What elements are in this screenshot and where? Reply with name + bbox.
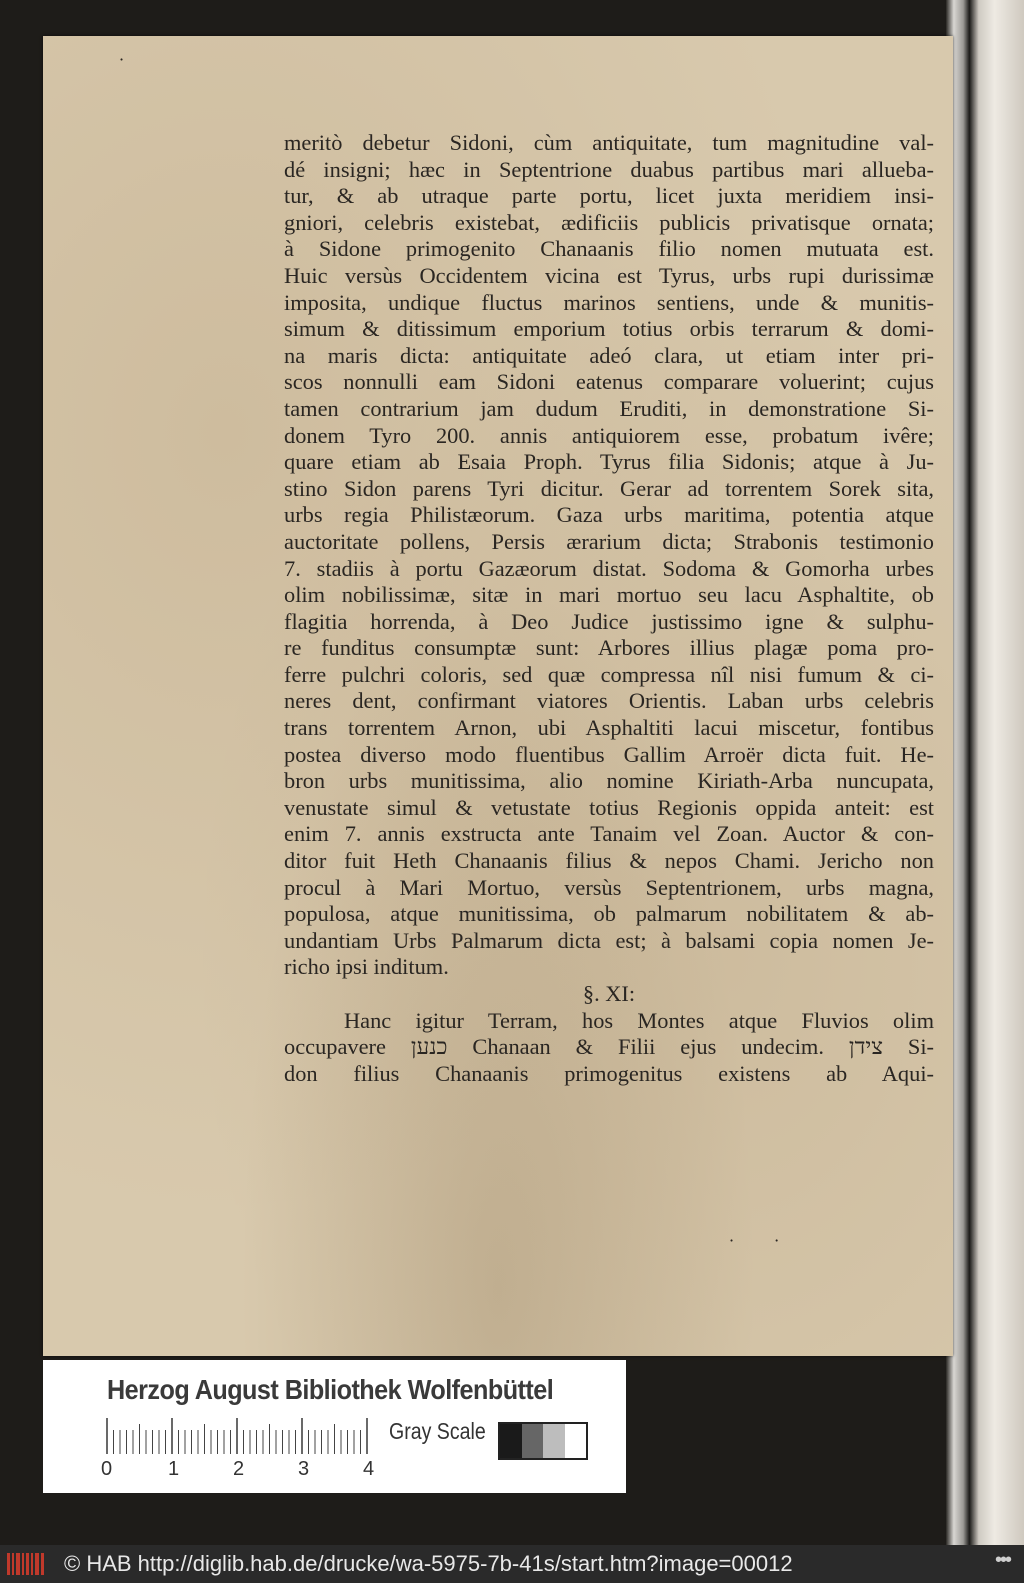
text-line: undantiam Urbs Palmarum dicta est; à balsami copia nomen Je- (284, 927, 934, 953)
ruler-number: 0 (101, 1458, 113, 1480)
text-line: ditor fuit Heth Chanaanis filius & nepos Chami. Jericho non (284, 848, 934, 874)
text-line: populosa, atque munitissima, ob palmarum nobilitatem & ab- (284, 901, 934, 927)
ruler-number: 2 (233, 1458, 245, 1480)
page-specks: ·· (729, 1231, 820, 1250)
ruler-number: 3 (298, 1458, 310, 1480)
text-line: olim nobilissimæ, sitæ in mari mortuo seu lacu Asphaltite, ob (284, 582, 934, 608)
text-line: à Sidone primogenito Chanaanis filio nomen mutuata est. (284, 236, 934, 262)
more-icon[interactable]: ••• (994, 1549, 1010, 1571)
text-line: gniori, celebris existebat, ædificiis publicis privatisque ornata; (284, 209, 934, 235)
barcode-icon (6, 1551, 46, 1577)
text-line: tur, & ab utraque parte portu, licet juxta meridiem insi- (284, 183, 934, 209)
book-gutter (946, 0, 1024, 1545)
text-line: flagitia horrenda, à Deo Judice justissimo igne & sulphu- (284, 608, 934, 634)
gray-swatch (522, 1424, 544, 1458)
footer-bar (0, 1545, 1024, 1583)
text-line: auctoritate pollens, Persis ærarium dicta; Strabonis testimonio (284, 528, 934, 554)
gray-swatch (543, 1424, 565, 1458)
text-line: trans torrentem Arnon, ubi Asphaltiti lacui miscetur, fontibus (284, 715, 934, 741)
text-line: venustate simul & vetustate totius Regionis oppida anteit: est (284, 794, 934, 820)
text-line: Huic versùs Occidentem vicina est Tyrus, urbs rupi durissimæ (284, 262, 934, 288)
text-line: meritò debetur Sidoni, cùm antiquitate, tum magnitudine val- (284, 130, 934, 155)
text-line: scos nonnulli eam Sidoni eatenus comparare voluerint; cujus (284, 369, 934, 395)
text-line: quare etiam ab Esaia Proph. Tyrus filia Sidonis; atque à Ju- (284, 449, 934, 475)
gray-swatch (565, 1424, 587, 1458)
text-line: ferre pulchri coloris, sed quæ compressa nîl nisi fumum & ci- (284, 661, 934, 687)
text-line: tamen contrarium jam dudum Eruditi, in demonstratione Si- (284, 395, 934, 421)
library-title: Herzog August Bibliothek Wolfenbüttel (107, 1374, 554, 1405)
ruler-number: 4 (363, 1458, 375, 1480)
text-line: occupavere כנען Chanaan & Filii ejus undecim. צידן Si- (284, 1034, 935, 1060)
text-line: richo ipsi inditum. (284, 954, 449, 980)
library-card (43, 1360, 626, 1493)
text-line: urbs regia Philistæorum. Gaza urbs maritima, potentia atque (284, 502, 934, 528)
source-url[interactable]: © HAB http://diglib.hab.de/drucke/wa-5975-7b-41s/start.htm?image=00012 (64, 1551, 793, 1576)
text-line: stino Sidon parens Tyri dicitur. Gerar ad torrentem Sorek sita, (284, 475, 934, 501)
text-line: simum & ditissimum emporium totius orbis terrarum & domi- (284, 316, 934, 342)
text-line: postea diverso modo fluentibus Gallim Arroër dicta fuit. He- (284, 741, 934, 767)
text-line: bron urbs munitissima, alio nomine Kiriath-Arba nuncupata, (284, 768, 934, 794)
text-line: don filius Chanaanis primogenitus existens ab Aqui- (284, 1060, 934, 1086)
text-line: dé insigni; hæc in Septentrione duabus partibus mari alluеba- (284, 156, 934, 182)
text-line: imposita, undique fluctus marinos sentiens, unde & munitis- (284, 289, 934, 315)
text-line: re funditus consumptæ sunt: Arbores illius plagæ poma pro- (284, 635, 934, 661)
gray-scale-chart (498, 1422, 588, 1460)
page-mark: · (119, 50, 125, 69)
text-line: Hanc igitur Terram, hos Montes atque Fluvios olim (344, 1007, 934, 1033)
ruler-number: 1 (168, 1458, 180, 1480)
body-text (284, 130, 934, 1087)
text-line: enim 7. annis exstructa ante Tanaim vel Zoan. Auctor & con- (284, 821, 934, 847)
text-line: 7. stadiis à portu Gazæorum distat. Sodoma & Gomorha urbes (284, 555, 934, 581)
gray-scale-label: Gray Scale (389, 1418, 486, 1444)
book-page (43, 36, 953, 1356)
text-line: procul à Mari Mortuo, versùs Septentrionem, urbs magna, (284, 874, 934, 900)
gray-swatch (500, 1424, 522, 1458)
text-line: donem Tyro 200. annis antiquiorem esse, probatum ivêre; (284, 422, 934, 448)
ruler-scale (105, 1418, 375, 1454)
text-line: neres dent, confirmant viatores Orientis. Laban urbs celebris (284, 688, 934, 714)
text-line: na maris dicta: antiquitate adeó clara, ut etiam inter pri- (284, 342, 934, 368)
section-heading: §. XI: (582, 981, 636, 1006)
